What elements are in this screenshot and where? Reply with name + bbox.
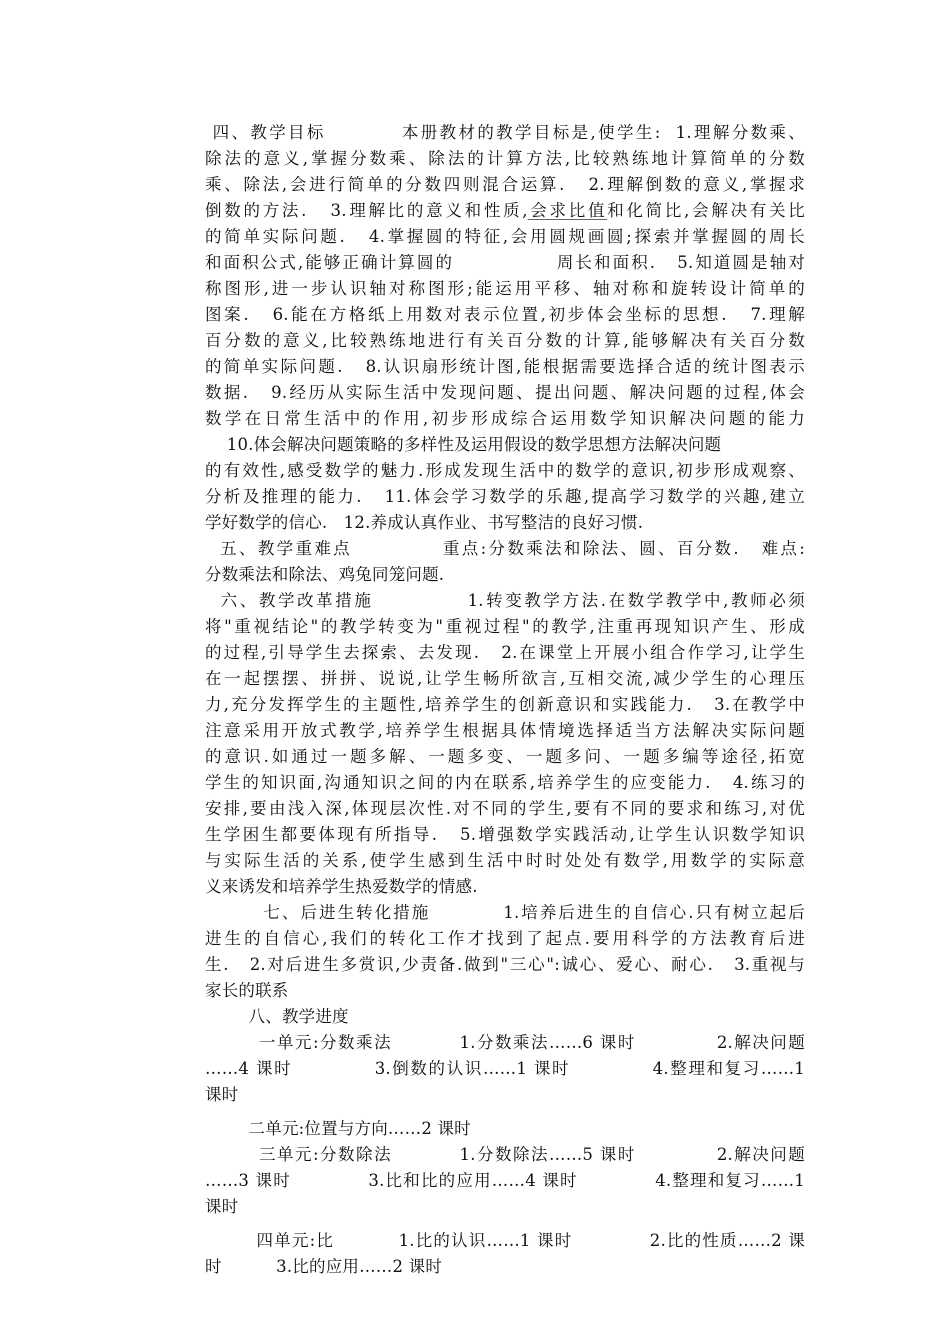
text-line: 进生的自信心,我们的转化工作才找到了起点.要用科学的方法教育后进 <box>205 929 805 948</box>
schedule-line: 课时 <box>205 1197 239 1216</box>
text-line: 注意采用开放式教学,培养学生根据具体情境选择适当方法解决实际问题 <box>205 721 805 740</box>
text-line: 学生的知识面,沟通知识之间的内在联系,培养学生的应变能力. 4.练习的 <box>205 773 805 792</box>
text-line-underlined: 倒数的方法. 3.理解比的意义和性质,会求比值和化简比,会解决有关比 <box>205 201 805 220</box>
document-body <box>205 120 805 1280</box>
section-heading-line: 六、教学改革措施 1.转变教学方法.在数学教学中,教师必须 <box>205 591 805 610</box>
text-line: 的过程,引导学生去探索、去发现. 2.在课堂上开展小组合作学习,让学生 <box>205 643 805 662</box>
text-line: 图案. 6.能在方格纸上用数对表示位置,初步体会坐标的思想. 7.理解 <box>205 305 805 324</box>
text-line: 的简单实际问题. 4.掌握圆的特征,会用圆规画圆;探索并掌握圆的周长 <box>205 227 805 246</box>
text-line: 分析及推理的能力. 11.体会学习数学的乐趣,提高学习数学的兴趣,建立 <box>205 487 805 506</box>
text-line: 称图形,进一步认识轴对称图形;能运用平移、轴对称和旋转设计简单的 <box>205 279 805 298</box>
text-line: 的意识.如通过一题多解、一题多变、一题多问、一题多编等途径,拓宽 <box>205 747 805 766</box>
schedule-line: 时 3.比的应用……2 课时 <box>205 1257 443 1276</box>
underlined-phrase: 会求比值 <box>527 201 608 220</box>
schedule-line: ……4 课时 3.倒数的认识……1 课时 4.整理和复习……1 <box>205 1059 805 1078</box>
spacer <box>205 1220 805 1228</box>
text-line: 百分数的意义,比较熟练地进行有关百分数的计算,能够解决有关百分数 <box>205 331 805 350</box>
text-line: 在一起摆摆、拼拼、说说,让学生畅所欲言,互相交流,减少学生的心理压 <box>205 669 805 688</box>
text-line: 将"重视结论"的教学转变为"重视过程"的教学,注重再现知识产生、形成 <box>205 617 805 636</box>
text-line: 数学在日常生活中的作用,初步形成综合运用数学知识解决问题的能力 <box>205 409 805 428</box>
text-line: 除法的意义,掌握分数乘、除法的计算方法,比较熟练地计算简单的分数 <box>205 149 805 168</box>
text-line: 与实际生活的关系,使学生感到生活中时时处处有数学,用数学的实际意 <box>205 851 805 870</box>
schedule-line: 二单元:位置与方向……2 课时 <box>205 1119 471 1138</box>
text-line: 生学困生都要体现有所指导. 5.增强数学实践活动,让学生认识数学知识 <box>205 825 805 844</box>
text-line: 家长的联系 <box>205 981 289 1000</box>
text-line: 的有效性,感受数学的魅力.形成发现生活中的数学的意识,初步形成观察、 <box>205 461 805 480</box>
spacer <box>205 1108 805 1116</box>
schedule-line: ……3 课时 3.比和比的应用……4 课时 4.整理和复习……1 <box>205 1171 805 1190</box>
section-heading-line: 八、教学进度 <box>205 1007 349 1026</box>
schedule-line: 课时 <box>205 1085 239 1104</box>
schedule-line: 三单元:分数除法 1.分数除法……5 课时 2.解决问题 <box>205 1145 805 1164</box>
text-line: 和面积公式,能够正确计算圆的 周长和面积. 5.知道圆是轴对 <box>205 253 805 272</box>
text-line: 的简单实际问题. 8.认识扇形统计图,能根据需要选择合适的统计图表示 <box>205 357 805 376</box>
text-line: 学好数学的信心. 12.养成认真作业、书写整洁的良好习惯. <box>205 513 644 532</box>
section-heading-line: 七、后进生转化措施 1.培养后进生的自信心.只有树立起后 <box>205 903 805 922</box>
text-line: 10.体会解决问题策略的多样性及运用假设的数学思想方法解决问题 <box>205 435 722 454</box>
schedule-line: 四单元:比 1.比的认识……1 课时 2.比的性质……2 课 <box>205 1231 805 1250</box>
text-line: 分数乘法和除法、鸡兔同笼问题. <box>205 565 445 584</box>
text-line: 乘、除法,会进行简单的分数四则混合运算. 2.理解倒数的意义,掌握求 <box>205 175 805 194</box>
text-line: 义来诱发和培养学生热爱数学的情感. <box>205 877 478 896</box>
schedule-line: 一单元:分数乘法 1.分数乘法……6 课时 2.解决问题 <box>205 1033 805 1052</box>
text-line: 力,充分发挥学生的主题性,培养学生的创新意识和实践能力. 3.在教学中 <box>205 695 805 714</box>
text-line: 生. 2.对后进生多赏识,少责备.做到"三心":诚心、爱心、耐心. 3.重视与 <box>205 955 805 974</box>
text-line: 数据. 9.经历从实际生活中发现问题、提出问题、解决问题的过程,体会 <box>205 383 805 402</box>
text-line: 安排,要由浅入深,体现层次性.对不同的学生,要有不同的要求和练习,对优 <box>205 799 805 818</box>
section-heading-line: 五、教学重难点 重点:分数乘法和除法、圆、百分数. 难点: <box>205 539 805 558</box>
text-line: 四、教学目标 本册教材的教学目标是,使学生: 1.理解分数乘、 <box>205 123 805 142</box>
